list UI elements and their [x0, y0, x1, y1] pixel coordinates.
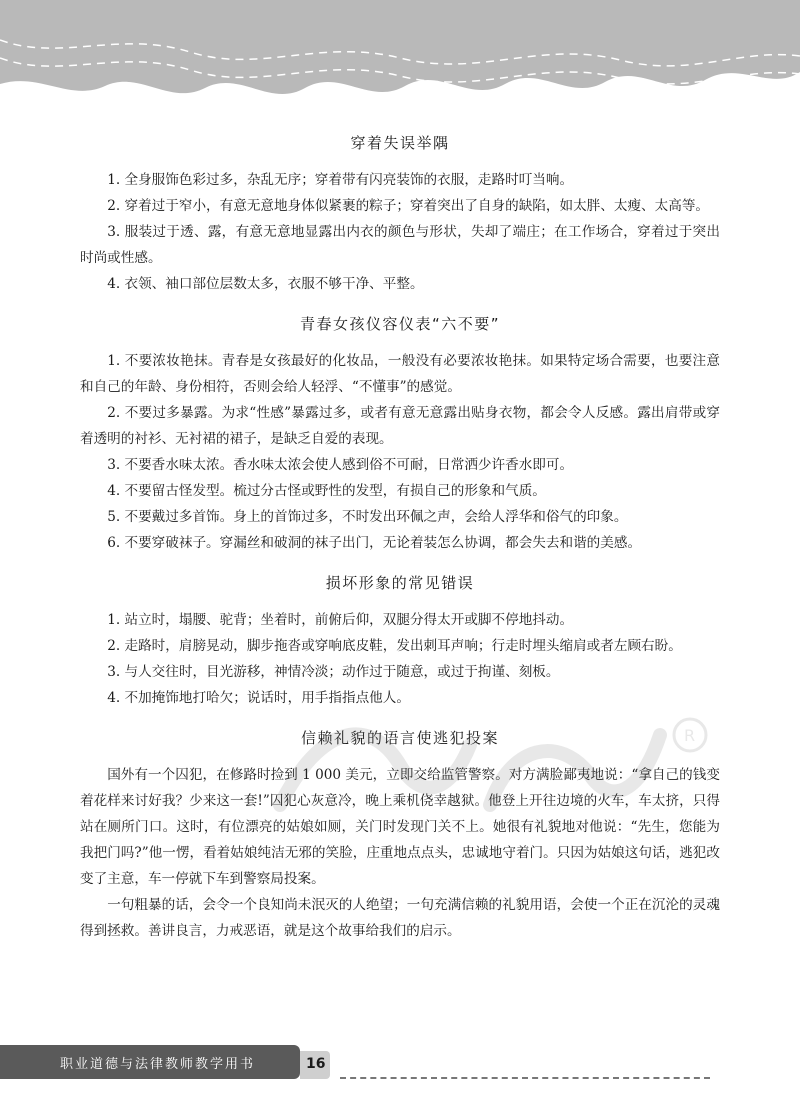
list-item: 3. 不要香水味太浓。香水味太浓会使人感到俗不可耐，日常洒少许香水即可。 [107, 457, 574, 473]
list-item: 2. 不要过多暴露。为求“性感”暴露过多，或者有意无意露出贴身衣物，都会令人反感。露出肩带或穿着透明的衬衫、无衬裙的裙子，是缺乏自爱的表现。 [80, 405, 720, 447]
section-title: 损坏形象的常见错误 [325, 574, 475, 592]
list-item: 4. 不要留古怪发型。梳过分古怪或野性的发型，有损自己的形象和气质。 [107, 483, 546, 499]
header-wave-band [0, 0, 800, 110]
svg-text:R: R [684, 726, 696, 745]
section-title: 信赖礼貌的语言使逃犯投案 [300, 729, 499, 747]
list-item: 3. 服装过于透、露，有意无意地显露出内衣的颜色与形状，失却了端庄；在工作场合，穿着过于突出时尚或性感。 [80, 224, 720, 266]
list-item: 6. 不要穿破袜子。穿漏丝和破洞的袜子出门，无论着装怎么协调，都会失去和谐的美感。 [107, 535, 642, 551]
page-number: 16 [306, 1056, 326, 1072]
page-footer [0, 1035, 800, 1085]
footer-dashed-line [340, 1077, 710, 1079]
list-item: 1. 不要浓妆艳抹。青春是女孩最好的化妆品，一般没有必要浓妆艳抹。如果特定场合需要，也要注意和自己的年龄、身份相符，否则会给人轻浮、“不懂事”的感觉。 [80, 353, 720, 395]
list-item: 1. 全身服饰色彩过多，杂乱无序；穿着带有闪亮装饰的衣服，走路时叮当响。 [107, 172, 574, 188]
list-item: 2. 穿着过于窄小，有意无意地身体似紧裹的粽子；穿着突出了自身的缺陷，如太胖、太瘦、太高等。 [107, 198, 710, 214]
list-item: 3. 与人交往时，目光游移，神情冷淡；动作过于随意，或过于拘谨、刻板。 [107, 664, 560, 680]
list-item: 1. 站立时，塌腰、驼背；坐着时，前俯后仰，双腿分得太开或脚不停地抖动。 [107, 612, 574, 628]
section-title: 穿着失误举隅 [350, 134, 450, 152]
list-item: 4. 不加掩饰地打哈欠；说话时，用手指指点他人。 [107, 690, 410, 706]
footer-book-title: 职业道德与法律教师教学用书 [60, 1057, 256, 1072]
section-title: 青春女孩仪容仪表“六不要” [299, 315, 501, 333]
list-item: 2. 走路时，肩膀晃动，脚步拖沓或穿响底皮鞋，发出刺耳声响；行走时埋头缩肩或者左顾右盼。 [107, 638, 682, 654]
story-paragraph: 一句粗暴的话，会令一个良知尚未泯灭的人绝望；一句充满信赖的礼貌用语，会使一个正在沉沦的灵魂得到拯救。善讲良言，力戒恶语，就是这个故事给我们的启示。 [80, 897, 720, 939]
story-paragraph: 国外有一个囚犯，在修路时捡到 1 000 美元，立即交给监管警察。对方满脸鄙夷地说：“拿自己的钱变着花样来讨好我？少来这一套!”囚犯心灰意冷，晚上乘机侥幸越狱。他登上开往边境的火车，车太挤，只得站在厕所门口。这时，有位漂亮的姑娘如厕，关门时发现门关不上。她很有礼貌地对他说：“先生，您能为我把门吗?”他一愣，看着姑娘纯洁无邪的笑脸，庄重地点点头，忠诚地守着门。只因为姑娘这句话，逃犯改变了主意，车一停就下车到警察局投案。 [80, 767, 720, 887]
list-item: 5. 不要戴过多首饰。身上的首饰过多，不时发出环佩之声，会给人浮华和俗气的印象。 [107, 509, 628, 525]
list-item: 4. 衣领、袖口部位层数太多，衣服不够干净、平整。 [107, 276, 424, 292]
page-content [80, 132, 720, 944]
